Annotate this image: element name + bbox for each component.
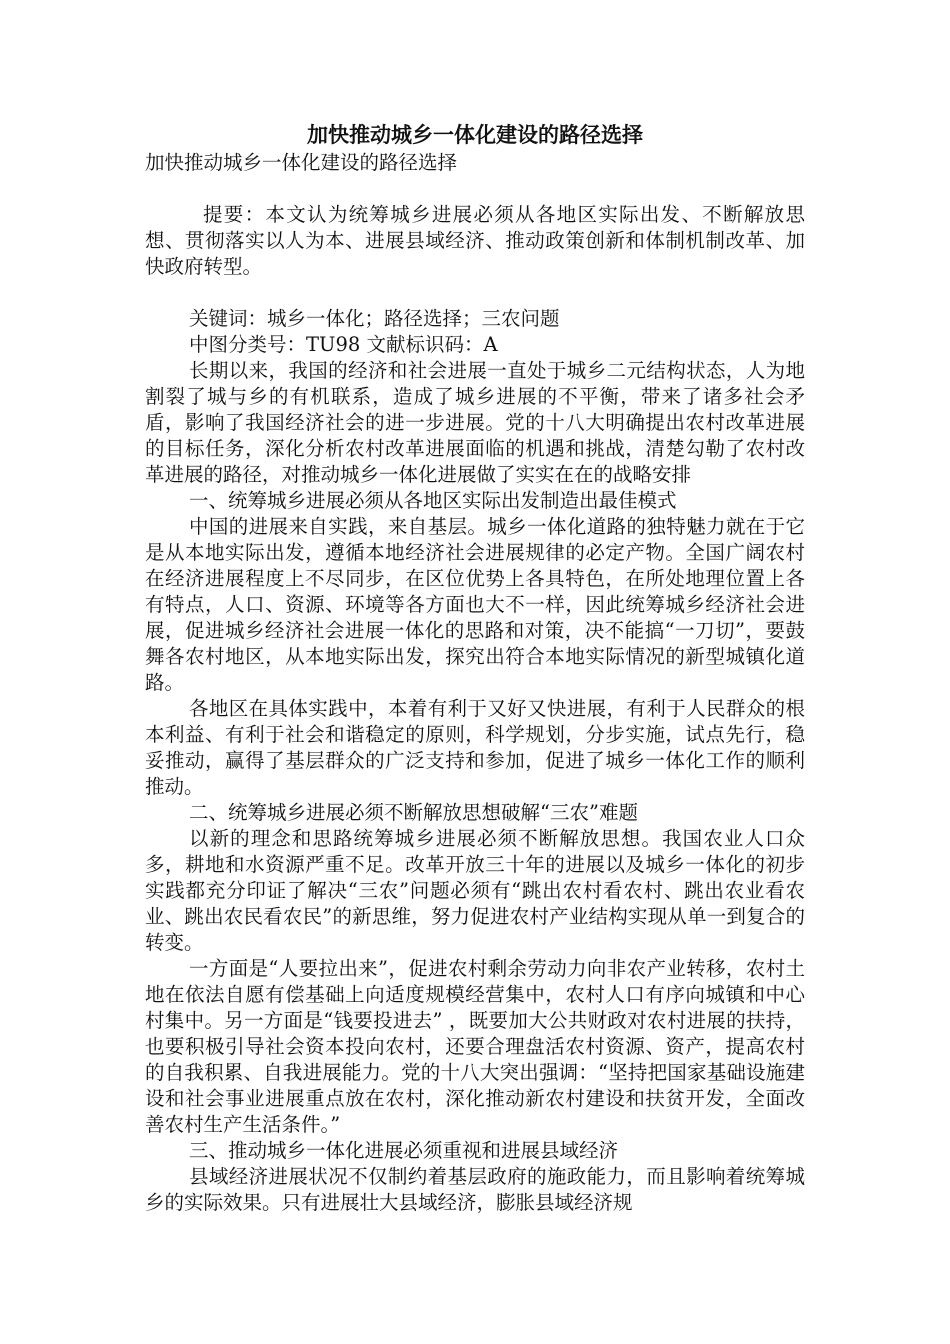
classification: 中图分类号：TU98 文献标识码：A bbox=[189, 333, 498, 356]
section-heading-1: 一、统筹城乡进展必须从各地区实际出发制造出最佳模式 bbox=[189, 489, 677, 512]
paragraph-intro: 长期以来，我国的经济和社会进展一直处于城乡二元结构状态，人为地割裂了城与乡的有机联系，造成了城乡进展的不平衡，带来了诸多社会矛盾，影响了我国经济社会的进一步进展。党的十八大明确提出农村改革进展的目标任务，深化分析农村改革进展面临的机遇和挑战，清楚勾勒了农村改革进展的路径，对推动城乡一体化进展做了实实在在的战略安排 bbox=[145, 359, 805, 486]
document-subtitle: 加快推动城乡一体化建设的路径选择 bbox=[145, 151, 458, 174]
paragraph: 以新的理念和思路统筹城乡进展必须不断解放思想。我国农业人口众多，耕地和水资源严重不足。改革开放三十年的进展以及城乡一体化的初步实践都充分印证了解决“三农”问题必须有“跳出农村看农村、跳出农业看农业、跳出农民看农民”的新思维，努力促进农村产业结构实现从单一到复合的转变。 bbox=[145, 827, 805, 954]
keywords: 关键词：城乡一体化；路径选择；三农问题 bbox=[189, 307, 560, 330]
document-title: 加快推动城乡一体化建设的路径选择 bbox=[307, 122, 643, 147]
paragraph: 中国的进展来自实践，来自基层。城乡一体化道路的独特魅力就在于它是从本地实际出发，遵循本地经济社会进展规律的必定产物。全国广阔农村在经济进展程度上不尽同步，在区位优势上各具特色，在所处地理位置上各有特点，人口、资源、环境等各方面也大不一样，因此统筹城乡经济社会进展，促进城乡经济社会进展一体化的思路和对策，决不能搞“一刀切”，要鼓舞各农村地区，从本地实际出发，探究出符合本地实际情况的新型城镇化道路。 bbox=[145, 515, 805, 694]
paragraph: 一方面是“人要拉出来”，促进农村剩余劳动力向非农产业转移，农村土地在依法自愿有偿基础上向适度规模经营集中，农村人口有序向城镇和中心村集中。另一方面是“钱要投进去” ，既要加大公共财政对农村进展的扶持，也要积极引导社会资本投向农村，还要合理盘活农村资源、资产，提高农村的自我积累、自我进展能力。党的十八大突出强调：“坚持把国家基础设施建设和社会事业进展重点放在农村，深化推动新农村建设和扶贫开发，全面改善农村生产生活条件。” bbox=[145, 957, 805, 1136]
document-page bbox=[145, 120, 805, 1216]
section-heading-2: 二、统筹城乡进展必须不断解放思想破解“三农”难题 bbox=[189, 801, 638, 824]
paragraph: 县域经济进展状况不仅制约着基层政府的施政能力，而且影响着统筹城乡的实际效果。只有进展壮大县域经济，膨胀县域经济规 bbox=[145, 1165, 805, 1214]
abstract: 提要：本文认为统筹城乡进展必须从各地区实际出发、不断解放思想、贯彻落实以人为本、进展县域经济、推动政策创新和体制机制改革、加快政府转型。 bbox=[145, 203, 805, 278]
paragraph: 各地区在具体实践中，本着有利于又好又快进展，有利于人民群众的根本利益、有利于社会和谐稳定的原则，科学规划，分步实施，试点先行，稳妥推动，赢得了基层群众的广泛支持和参加，促进了城乡一体化工作的顺利推动。 bbox=[145, 697, 805, 798]
section-heading-3: 三、推动城乡一体化进展必须重视和进展县域经济 bbox=[189, 1139, 619, 1162]
